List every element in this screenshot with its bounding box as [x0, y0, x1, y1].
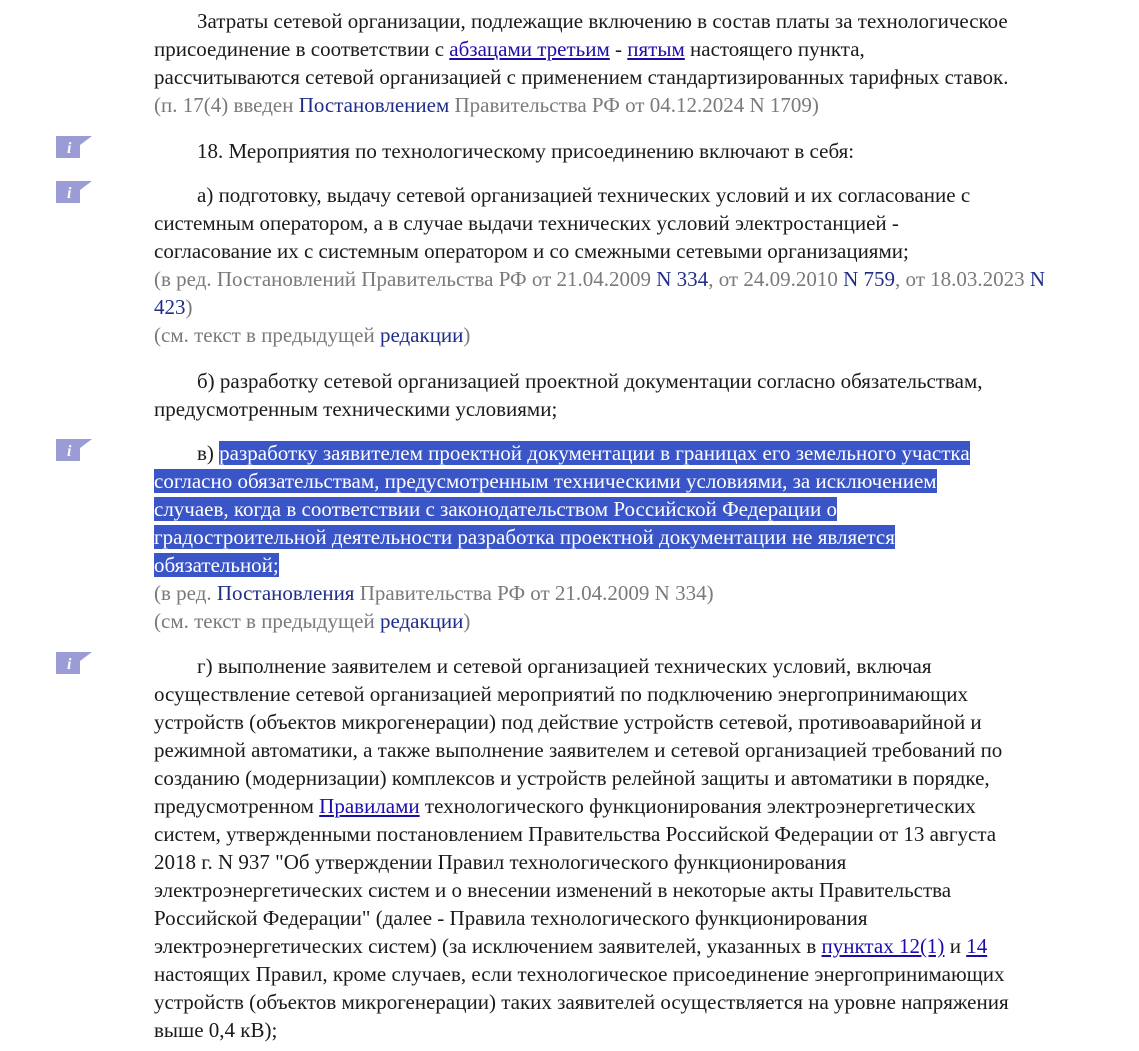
selected-text[interactable]: обязательной;: [154, 553, 279, 577]
text-line: [197, 439, 970, 467]
text-line: 18. Мероприятия по технологическому присоединению включают в себя:: [197, 139, 855, 163]
note-text: (см. текст в предыдущей: [154, 323, 380, 347]
text-span: и: [944, 934, 967, 958]
previous-edition-note: [154, 607, 470, 635]
text-line: системным оператором, а в случае выдачи технических условий электростанцией -: [154, 211, 899, 235]
text-line: выше 0,4 кВ);: [154, 1018, 278, 1042]
info-comment-icon[interactable]: [56, 181, 92, 203]
text-line: б) разработку сетевой организацией проектной документации согласно обязательствам,: [197, 369, 983, 393]
text-span: предусмотренном: [154, 794, 320, 818]
amendment-note: [154, 91, 819, 119]
text-span: -: [609, 37, 628, 61]
selected-text[interactable]: разработку заявителем проектной документации в границах его земельного участка: [219, 441, 970, 465]
text-line: [154, 792, 976, 820]
note-text: (в ред. Постановлений Правительства РФ от 21.04.2009: [154, 267, 657, 291]
link-n423[interactable]: 423: [154, 295, 186, 319]
info-comment-icon[interactable]: [56, 439, 92, 461]
text-line: предусмотренным техническими условиями;: [154, 397, 558, 421]
text-line: устройств (объектов микрогенерации) таких заявителей осуществляется на уровне напряжения: [154, 990, 1009, 1014]
link-third-paragraphs[interactable]: абзацами третьим: [449, 37, 610, 61]
info-glyph: i: [67, 656, 72, 673]
text-line: г) выполнение заявителем и сетевой организацией технических условий, включая: [197, 654, 932, 678]
selected-text[interactable]: согласно обязательствам, предусмотренным техническими условиями, за исключением: [154, 469, 937, 493]
selected-text[interactable]: случаев, когда в соответствии с законодательством Российской Федерации о: [154, 497, 838, 521]
text-line: согласование их с системным оператором и со смежными сетевыми организациями;: [154, 239, 909, 263]
note-text: (в ред.: [154, 581, 217, 605]
text-line: [154, 495, 837, 523]
note-text: (п. 17(4) введен: [154, 93, 299, 117]
link-previous-edition[interactable]: редакции: [379, 609, 464, 633]
text-line: осуществление сетевой организацией мероприятий по подключению энергопринимающих: [154, 682, 969, 706]
link-n334[interactable]: N 334: [656, 267, 709, 291]
item-prefix: в): [197, 441, 220, 465]
info-glyph: i: [67, 140, 72, 157]
text-line: а) подготовку, выдачу сетевой организацией технических условий и их согласование с: [197, 183, 971, 207]
text-line: [154, 467, 937, 495]
text-line: устройств (объектов микрогенерации) под действие устройств сетевой, противоаварийной и: [154, 710, 982, 734]
text-line: 2018 г. N 937 "Об утверждении Правил технологического функционирования: [154, 850, 847, 874]
text-line: режимной автоматики, а также выполнение заявителем и сетевой организацией требований по: [154, 738, 1003, 762]
note-text: ): [463, 609, 471, 633]
note-text: (см. текст в предыдущей: [154, 609, 380, 633]
text-line: [154, 932, 987, 960]
info-comment-icon[interactable]: [56, 136, 92, 158]
text-line: созданию (модернизации) комплексов и устройств релейной защиты и автоматики в порядке,: [154, 766, 990, 790]
note-text: , от 24.09.2010: [708, 267, 844, 291]
text-line: [154, 35, 865, 63]
text-line: Российской Федерации" (далее - Правила технологического функционирования: [154, 906, 868, 930]
text-line: [154, 523, 895, 551]
note-text: ): [185, 295, 193, 319]
link-rules[interactable]: Правилами: [319, 794, 420, 818]
note-text: , от 18.03.2023: [895, 267, 1030, 291]
previous-edition-note: [154, 321, 470, 349]
link-fifth[interactable]: пятым: [627, 37, 685, 61]
text-line: Затраты сетевой организации, подлежащие включению в состав платы за технологическое: [197, 9, 1008, 33]
amendment-note: [154, 293, 193, 321]
amendment-note: [154, 579, 714, 607]
link-previous-edition[interactable]: редакции: [379, 323, 464, 347]
link-resolution[interactable]: Постановления: [216, 581, 355, 605]
text-span: присоединение в соответствии с: [154, 37, 450, 61]
link-n423[interactable]: N: [1029, 267, 1046, 291]
text-span: технологического функционирования электроэнергетических: [419, 794, 976, 818]
info-glyph: i: [67, 443, 72, 460]
text-line: систем, утвержденными постановлением Правительства Российской Федерации от 13 августа: [154, 822, 997, 846]
link-resolution[interactable]: Постановлением: [298, 93, 450, 117]
amendment-note: [154, 265, 1045, 293]
link-point-14[interactable]: 14: [966, 934, 988, 958]
text-span: настоящего пункта,: [684, 37, 865, 61]
text-line: рассчитываются сетевой организацией с применением стандартизированных тарифных ставок.: [154, 65, 1009, 89]
link-n759[interactable]: N 759: [843, 267, 896, 291]
info-glyph: i: [67, 185, 72, 202]
link-points-12-1[interactable]: пунктах 12(1): [821, 934, 945, 958]
note-text: Правительства РФ от 04.12.2024 N 1709): [449, 93, 819, 117]
info-comment-icon[interactable]: [56, 652, 92, 674]
text-span: электроэнергетических систем) (за исключением заявителей, указанных в: [154, 934, 822, 958]
note-text: ): [463, 323, 471, 347]
selected-text[interactable]: градостроительной деятельности разработка проектной документации не является: [154, 525, 895, 549]
text-line: настоящих Правил, кроме случаев, если технологическое присоединение энергопринимающих: [154, 962, 1005, 986]
text-line: [154, 551, 279, 579]
text-line: электроэнергетических систем и о внесении изменений в некоторые акты Правительства: [154, 878, 952, 902]
note-text: Правительства РФ от 21.04.2009 N 334): [354, 581, 714, 605]
